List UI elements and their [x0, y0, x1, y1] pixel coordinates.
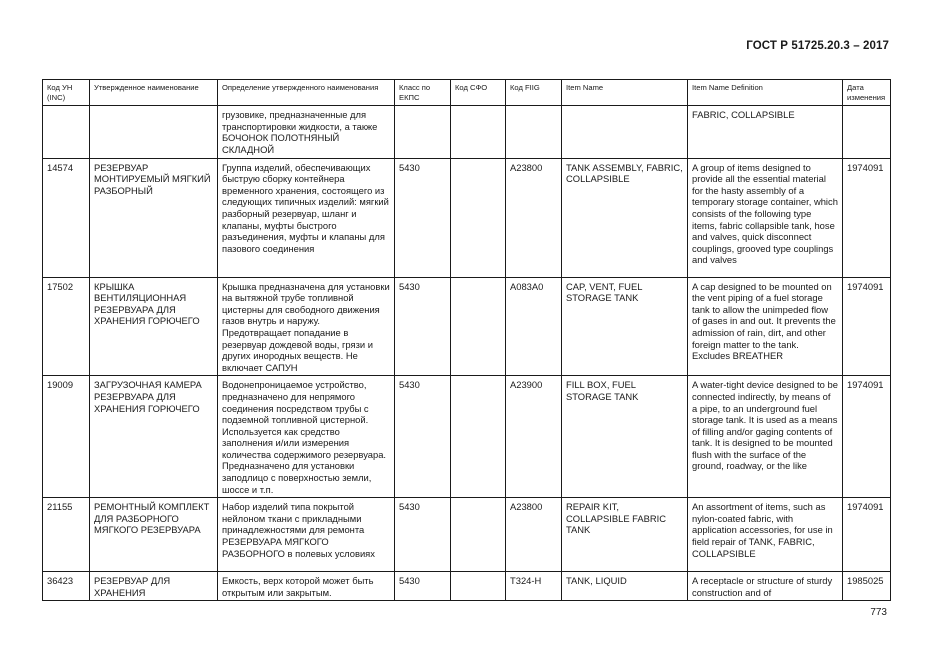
cell-item-name: CAP, VENT, FUEL STORAGE TANK [562, 277, 688, 376]
cell-fiig: T324-H [506, 572, 562, 601]
cell-date: 1974091 [843, 277, 891, 376]
cell-sfo [451, 158, 506, 277]
header-inc-code: Код УН (INC) [43, 80, 90, 106]
cell-class: 5430 [395, 158, 451, 277]
cell-approved-name: КРЫШКА ВЕНТИЛЯЦИОННАЯ РЕЗЕРВУАРА ДЛЯ ХРАНЕНИЯ ГОРЮЧЕГО [90, 277, 218, 376]
cell-date: 1974091 [843, 158, 891, 277]
cell-definition: Группа изделий, обеспечивающих быструю сборку контейнера временного хранения, состоящего из следующих типичных изделий: мягкий разборный резервуар, шланг и клапаны, муфты быстрого разъединения, муфты и клапаны для пазового соединения [218, 158, 395, 277]
header-name-definition: Определение утвержденного наименования [218, 80, 395, 106]
document-code: ГОСТ Р 51725.20.3 – 2017 [746, 40, 889, 52]
cell-class: 5430 [395, 376, 451, 498]
cell-fiig: A23900 [506, 376, 562, 498]
cell-item-name: TANK, LIQUID [562, 572, 688, 601]
cell-item-definition: A water-tight device designed to be connected indirectly, by means of a pipe, to an underground fuel storage tank. It is used as a means of filling and/or gaging contents of tank. It is designed to be mounted flush with the surface of the ground, roadway, or the like [688, 376, 843, 498]
items-table [42, 79, 891, 601]
header-ekps-class: Класс по ЕКПС [395, 80, 451, 106]
cell-approved-name: РЕЗЕРВУАР ДЛЯ ХРАНЕНИЯ [90, 572, 218, 601]
cell-date: 1974091 [843, 498, 891, 572]
cell-sfo [451, 572, 506, 601]
cell-item-definition: A receptacle or structure of sturdy construction and of [688, 572, 843, 601]
table-row [43, 277, 891, 376]
cell-item-definition: FABRIC, COLLAPSIBLE [688, 106, 843, 158]
table-row [43, 376, 891, 498]
table-row [43, 572, 891, 601]
cell-inc-code: 21155 [43, 498, 90, 572]
cell-fiig: A083A0 [506, 277, 562, 376]
cell-fiig: A23800 [506, 498, 562, 572]
table-row [43, 498, 891, 572]
header-item-name: Item Name [562, 80, 688, 106]
table-row-continuation [43, 106, 891, 158]
header-sfo-code: Код СФО [451, 80, 506, 106]
cell-item-definition: An assortment of items, such as nylon-coated fabric, with application accessories, for use in field repair of TANK, FABRIC, COLLAPSIBLE [688, 498, 843, 572]
cell-item-name [562, 106, 688, 158]
cell-definition: Набор изделий типа покрытой нейлоном ткани с прикладными принадлежностями для ремонта РЕЗЕРВУАРА МЯГКОГО РАЗБОРНОГО в полевых условиях [218, 498, 395, 572]
cell-definition: грузовике, предназначенные для транспортировки жидкости, а также БОЧОНОК ПОЛОТНЯНЫЙ СКЛАДНОЙ [218, 106, 395, 158]
cell-sfo [451, 376, 506, 498]
cell-fiig: A23800 [506, 158, 562, 277]
cell-date [843, 106, 891, 158]
cell-sfo [451, 106, 506, 158]
cell-inc-code: 19009 [43, 376, 90, 498]
cell-fiig [506, 106, 562, 158]
cell-date: 1974091 [843, 376, 891, 498]
cell-approved-name: РЕМОНТНЫЙ КОМПЛЕКТ ДЛЯ РАЗБОРНОГО МЯГКОГО РЕЗЕРВУАРА [90, 498, 218, 572]
cell-item-name: FILL BOX, FUEL STORAGE TANK [562, 376, 688, 498]
cell-approved-name [90, 106, 218, 158]
cell-sfo [451, 277, 506, 376]
table-header-row [43, 80, 891, 106]
cell-definition: Крышка предназначена для установки на вытяжной трубе топливной цистерны для свободного движения газов внутрь и наружу. Предотвращает попадание в резервуар дождевой воды, грязи и других инородных веществ. Не включает САПУН [218, 277, 395, 376]
cell-definition: Водонепроницаемое устройство, предназначено для непрямого соединения посредством трубы с подземной топливной цистерной. Используется как средство заполнения и/или измерения количества содержимого резервуара. Предназначено для установки заподлицо с поверхностью земли, шоссе и т.п. [218, 376, 395, 498]
cell-item-definition: A cap designed to be mounted on the vent piping of a fuel storage tank to allow the unimpeded flow of gases in and out. It prevents the admission of rain, dirt, and other foreign matter to the tank. Excludes BREATHER [688, 277, 843, 376]
cell-item-name: TANK ASSEMBLY, FABRIC, COLLAPSIBLE [562, 158, 688, 277]
header-item-name-definition: Item Name Definition [688, 80, 843, 106]
header-change-date: Дата изменения [843, 80, 891, 106]
cell-inc-code [43, 106, 90, 158]
header-fiig-code: Код FIIG [506, 80, 562, 106]
cell-class: 5430 [395, 572, 451, 601]
cell-inc-code: 17502 [43, 277, 90, 376]
page-number: 773 [870, 607, 887, 618]
cell-item-name: REPAIR KIT, COLLAPSIBLE FABRIC TANK [562, 498, 688, 572]
cell-date: 1985025 [843, 572, 891, 601]
cell-class: 5430 [395, 277, 451, 376]
cell-inc-code: 36423 [43, 572, 90, 601]
table-row [43, 158, 891, 277]
cell-class: 5430 [395, 498, 451, 572]
header-approved-name: Утвержденное наименование [90, 80, 218, 106]
cell-approved-name: ЗАГРУЗОЧНАЯ КАМЕРА РЕЗЕРВУАРА ДЛЯ ХРАНЕНИЯ ГОРЮЧЕГО [90, 376, 218, 498]
cell-class [395, 106, 451, 158]
cell-approved-name: РЕЗЕРВУАР МОНТИРУЕМЫЙ МЯГКИЙ РАЗБОРНЫЙ [90, 158, 218, 277]
cell-inc-code: 14574 [43, 158, 90, 277]
cell-item-definition: A group of items designed to provide all the essential material for the hasty assembly of a temporary storage container, which consists of the following type items, fabric collapsible tank, hose and valves, quick disconnect couplings, grooved type couplings and valves [688, 158, 843, 277]
cell-sfo [451, 498, 506, 572]
cell-definition: Емкость, верх которой может быть открытым или закрытым. [218, 572, 395, 601]
